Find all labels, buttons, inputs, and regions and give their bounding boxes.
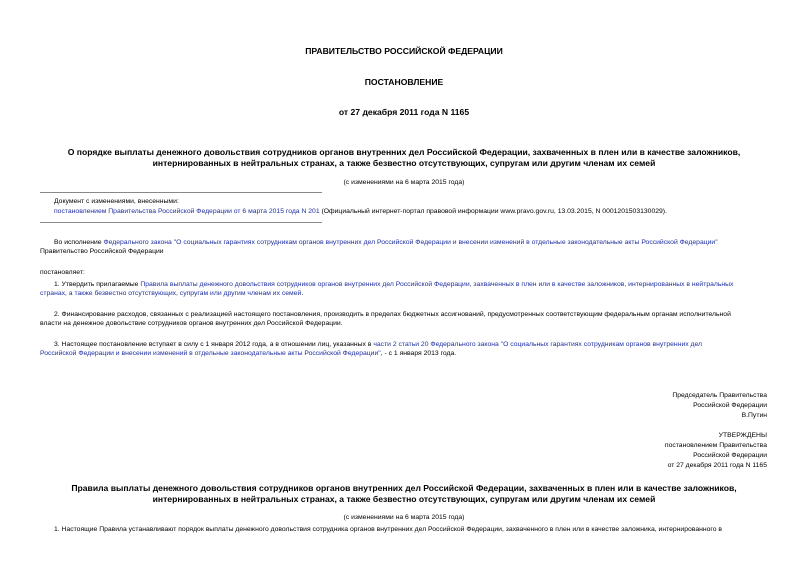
changes-line [54, 207, 774, 218]
date-number-heading: от 27 декабря 2011 года N 1165 [338, 107, 470, 117]
approval-block [665, 431, 767, 471]
rules-amendment-note: (с изменениями на 6 марта 2015 года) [343, 514, 465, 521]
intro-prefix: Во исполнение [54, 239, 104, 246]
intro-line-2: Правительство Российской Федерации [40, 248, 164, 255]
title-line-1: О порядке выплаты денежного довольствия сотрудников органов внутренних дел Российской Федерации, захваченных в плен или в качестве заложников, [67, 147, 741, 157]
approval-line-1: УТВЕРЖДЕНЫ [718, 432, 767, 439]
government-heading: ПРАВИТЕЛЬСТВО РОССИЙСКОЙ ФЕДЕРАЦИИ [305, 46, 503, 56]
title-line-2: интернированных в нейтральных странах, а также безвестно отсутствующих, супругам или другим членам их семей [152, 158, 656, 168]
rules-title-line-1: Правила выплаты денежного довольствия сотрудников органов внутренних дел Российской Федерации, захваченных в плен или в качестве заложников, [71, 483, 737, 493]
document-title [40, 147, 768, 169]
item-1-line-2 [40, 289, 303, 300]
note-divider-top [40, 192, 322, 193]
federal-law-link[interactable]: Федерального закона "О социальных гарантиях сотрудникам органов внутренних дел Российской Федерации и внесении изменений в отдельные законодательные акты Российской Федерации" [103, 239, 718, 246]
publication-source: (Официальный интернет-портал правовой информации www.pravo.gov.ru, 13.03.2015, N 0001201503130029). [319, 208, 667, 215]
note-divider-bottom [40, 222, 322, 223]
amendment-note: (с изменениями на 6 марта 2015 года) [343, 179, 465, 186]
item-2-line-2: власти на денежное довольствие сотрудников органов внутренних дел Российской Федерации. [40, 320, 343, 327]
decree-word: постановляет: [40, 269, 85, 276]
signature-line-1: Председатель Правительства [672, 392, 767, 399]
amending-decree-link[interactable]: постановлением Правительства Российской Федерации от 6 марта 2015 года N 201 [54, 208, 320, 215]
signature-line-2: Российской Федерации [693, 402, 767, 409]
item-2-line-1: 2. Финансирование расходов, связанных с реализацией настоящего постановления, производить в пределах бюджетных ассигнований, предусмотренных соответствующим федеральным органам исполнительной [54, 311, 731, 318]
signature-block [672, 391, 767, 421]
document-type-heading: ПОСТАНОВЛЕНИЕ [364, 77, 444, 87]
signature-name: В.Путин [741, 412, 767, 419]
changes-label: Документ с изменениями, внесенными: [54, 198, 179, 205]
rules-link[interactable]: Правила выплаты денежного довольствия сотрудников органов внутренних дел Российской Федерации, захваченных в плен или в качестве заложников, интернированных в нейтральных [140, 281, 734, 288]
approval-line-3: Российской Федерации [693, 452, 767, 459]
item-3-suffix: , - с 1 января 2013 года. [380, 350, 457, 357]
rules-title-line-2: интернированных в нейтральных странах, а также безвестно отсутствующих, супругам или другим членам их семей [152, 494, 656, 504]
rules-link-cont[interactable]: странах, а также безвестно отсутствующих, супругам или другим членам их семей [40, 290, 302, 297]
item-3-line-2 [40, 349, 456, 360]
item-1-suffix: . [301, 290, 304, 297]
rules-title [40, 483, 768, 505]
item-1-prefix: 1. Утвердить прилагаемые [54, 281, 141, 288]
rules-paragraph-1: 1. Настоящие Правила устанавливают порядок выплаты денежного довольствия сотрудника органов внутренних дел Российской Федерации, захваченного в плен или в качестве заложника, интернированного в [54, 526, 722, 533]
approval-line-4: от 27 декабря 2011 года N 1165 [667, 462, 767, 469]
item-3-prefix: 3. Настоящее постановление вступает в силу с 1 января 2012 года, а в отношении лиц, указанных в [54, 341, 374, 348]
article-link[interactable]: части 2 статьи 20 Федерального закона "О социальных гарантиях сотрудникам органов внутренних дел [373, 341, 703, 348]
approval-line-2: постановлением Правительства [664, 442, 767, 449]
article-link-cont[interactable]: Российской Федерации и внесении изменений в отдельные законодательные акты Российской Федерации" [40, 350, 381, 357]
